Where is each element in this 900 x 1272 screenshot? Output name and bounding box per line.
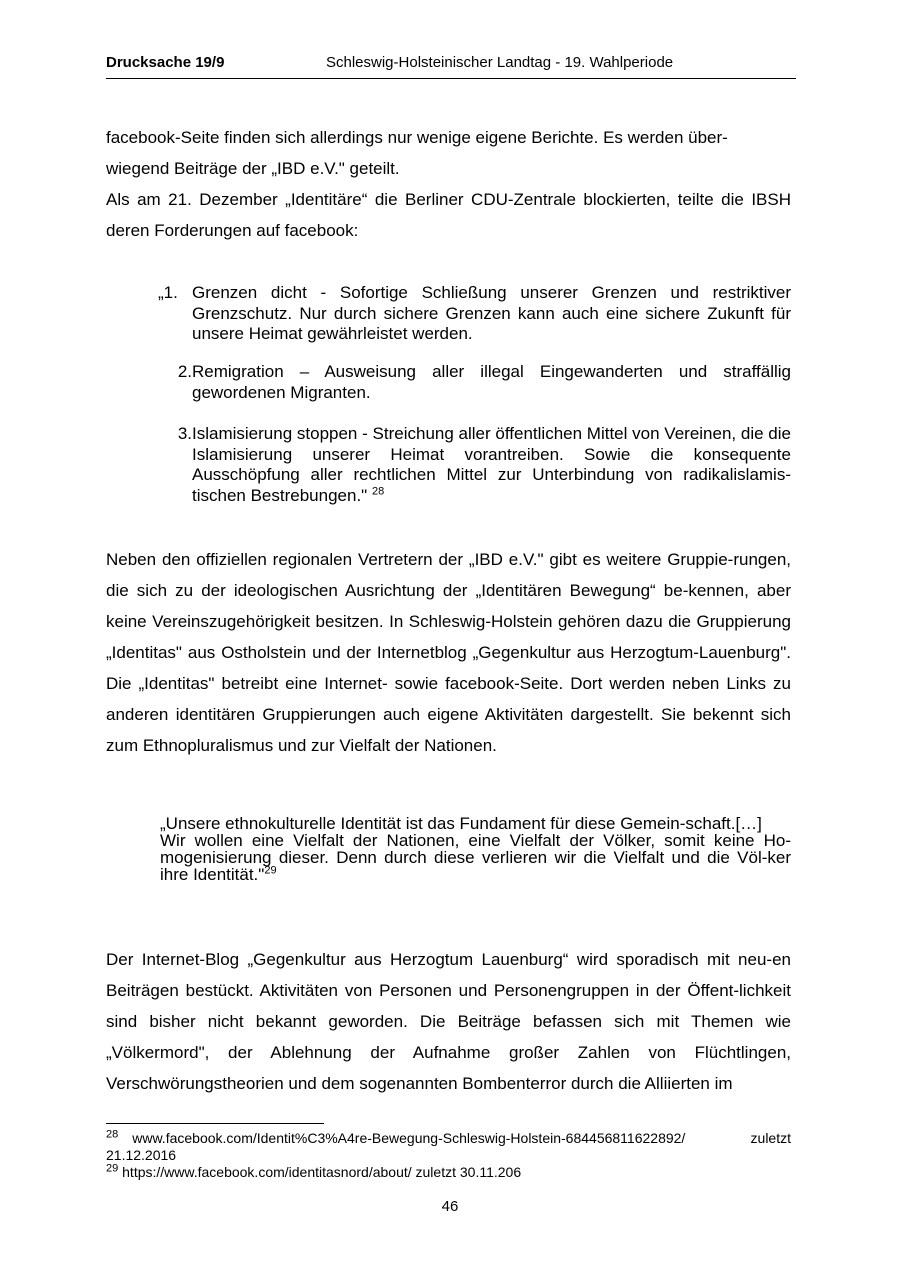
paragraph-1 bbox=[106, 122, 791, 184]
footnotes bbox=[106, 1130, 791, 1181]
footnote-28-text: www.facebook.com/Identit%C3%A4re-Bewegung-Schleswig-Holstein-684456811622892/ zuletzt 21.12.2016 bbox=[106, 1130, 791, 1163]
block-quote bbox=[160, 815, 791, 883]
list-item-number: „1. bbox=[158, 283, 178, 302]
list-item-number: 3. bbox=[177, 424, 192, 443]
document-number: Drucksache 19/9 bbox=[106, 54, 225, 71]
footnote-29 bbox=[106, 1164, 791, 1181]
footnote-29-text: https://www.facebook.com/identitasnord/about/ zuletzt 30.11.206 bbox=[118, 1164, 522, 1180]
page-header bbox=[106, 52, 796, 79]
paragraph-4-text: Der Internet-Blog „Gegenkultur aus Herzogtum Lauenburg“ wird sporadisch mit neu-en Beiträgen bestückt. Aktivitäten von Personen und Personengruppen in der Öffent-lichkeit sind bisher nicht bekannt geworden. Die Beiträge befassen sich mit Themen wie „Völkermord", der Ablehnung der Aufnahme großer Zahlen von Flüchtlingen, Verschwörungstheorien und dem sogenannten Bombenterror durch die Alliierten im bbox=[106, 950, 791, 1093]
quote-part-2-text: Wir wollen eine Vielfalt der Nationen, eine Vielfalt der Völker, somit keine Ho-mogenisierung dieser. Denn durch diese verlieren wir die Vielfalt und die Völ-ker ihre Identität." bbox=[160, 831, 791, 884]
paragraph-4 bbox=[106, 944, 791, 1099]
parliament-title: Schleswig-Holsteinischer Landtag - 19. Wahlperiode bbox=[326, 54, 674, 71]
list-item bbox=[158, 283, 791, 345]
paragraph-1-line-1: facebook-Seite finden sich allerdings nur wenige eigene Berichte. Es werden über- bbox=[106, 128, 728, 147]
footnote-ref-28: 28 bbox=[371, 484, 385, 497]
list-item-text: Grenzen dicht - Sofortige Schließung unserer Grenzen und restriktiver Grenzschutz. Nur durch sichere Grenzen kann auch eine sichere Zukunft für unsere Heimat gewährleistet werden. bbox=[192, 283, 791, 343]
page-number: 46 bbox=[441, 1198, 459, 1215]
paragraph-1-line-2: wiegend Beiträge der „IBD e.V." geteilt. bbox=[106, 159, 400, 178]
footnote-ref-29: 29 bbox=[264, 864, 277, 877]
quote-part-2 bbox=[160, 832, 791, 883]
footnote-28 bbox=[106, 1130, 791, 1164]
list-item bbox=[158, 424, 791, 506]
list-item-text bbox=[192, 424, 791, 506]
paragraph-3 bbox=[106, 544, 791, 761]
paragraph-3-text: Neben den offiziellen regionalen Vertretern der „IBD e.V." gibt es weitere Gruppie-rungen, die sich zu der ideologischen Ausrichtung der „Identitären Bewegung“ be-kennen, aber keine Vereinszugehörigkeit besitzen. In Schleswig-Holstein gehören dazu die Gruppierung „Identitas" aus Ostholstein und der Internetblog „Gegenkultur aus Herzogtum-Lauenburg". Die „Identitas" betreibt eine Internet- sowie facebook-Seite. Dort werden neben Links zu anderen identitären Gruppierungen auch eigene Aktivitäten dargestellt. Sie bekennt sich zum Ethnopluralismus und zur Vielfalt der Nationen. bbox=[106, 550, 791, 755]
footnote-number-29: 29 bbox=[106, 1162, 119, 1175]
quote-part-1: „Unsere ethnokulturelle Identität ist das Fundament für diese Gemein-schaft.[…] bbox=[160, 814, 762, 833]
list-item-text-content: Islamisierung stoppen - Streichung aller öffentlichen Mittel von Vereinen, die die Islamisierung unserer Heimat vorantreiben. Sowie die konsequente Ausschöpfung aller rechtlichen Mittel zur Unterbindung von radikalislamis-tischen Bestrebungen." bbox=[192, 424, 791, 505]
paragraph-2 bbox=[106, 184, 791, 246]
footnote-separator bbox=[106, 1123, 324, 1124]
paragraph-2-text: Als am 21. Dezember „Identitäre“ die Berliner CDU-Zentrale blockierten, teilte die IBSH deren Forderungen auf facebook: bbox=[106, 190, 791, 240]
list-item bbox=[158, 362, 791, 403]
list-item-number: 2. bbox=[177, 362, 192, 381]
footnote-number-28: 28 bbox=[106, 1128, 119, 1141]
list-item-text: Remigration – Ausweisung aller illegal Eingewanderten und straffällig gewordenen Migranten. bbox=[192, 362, 791, 402]
